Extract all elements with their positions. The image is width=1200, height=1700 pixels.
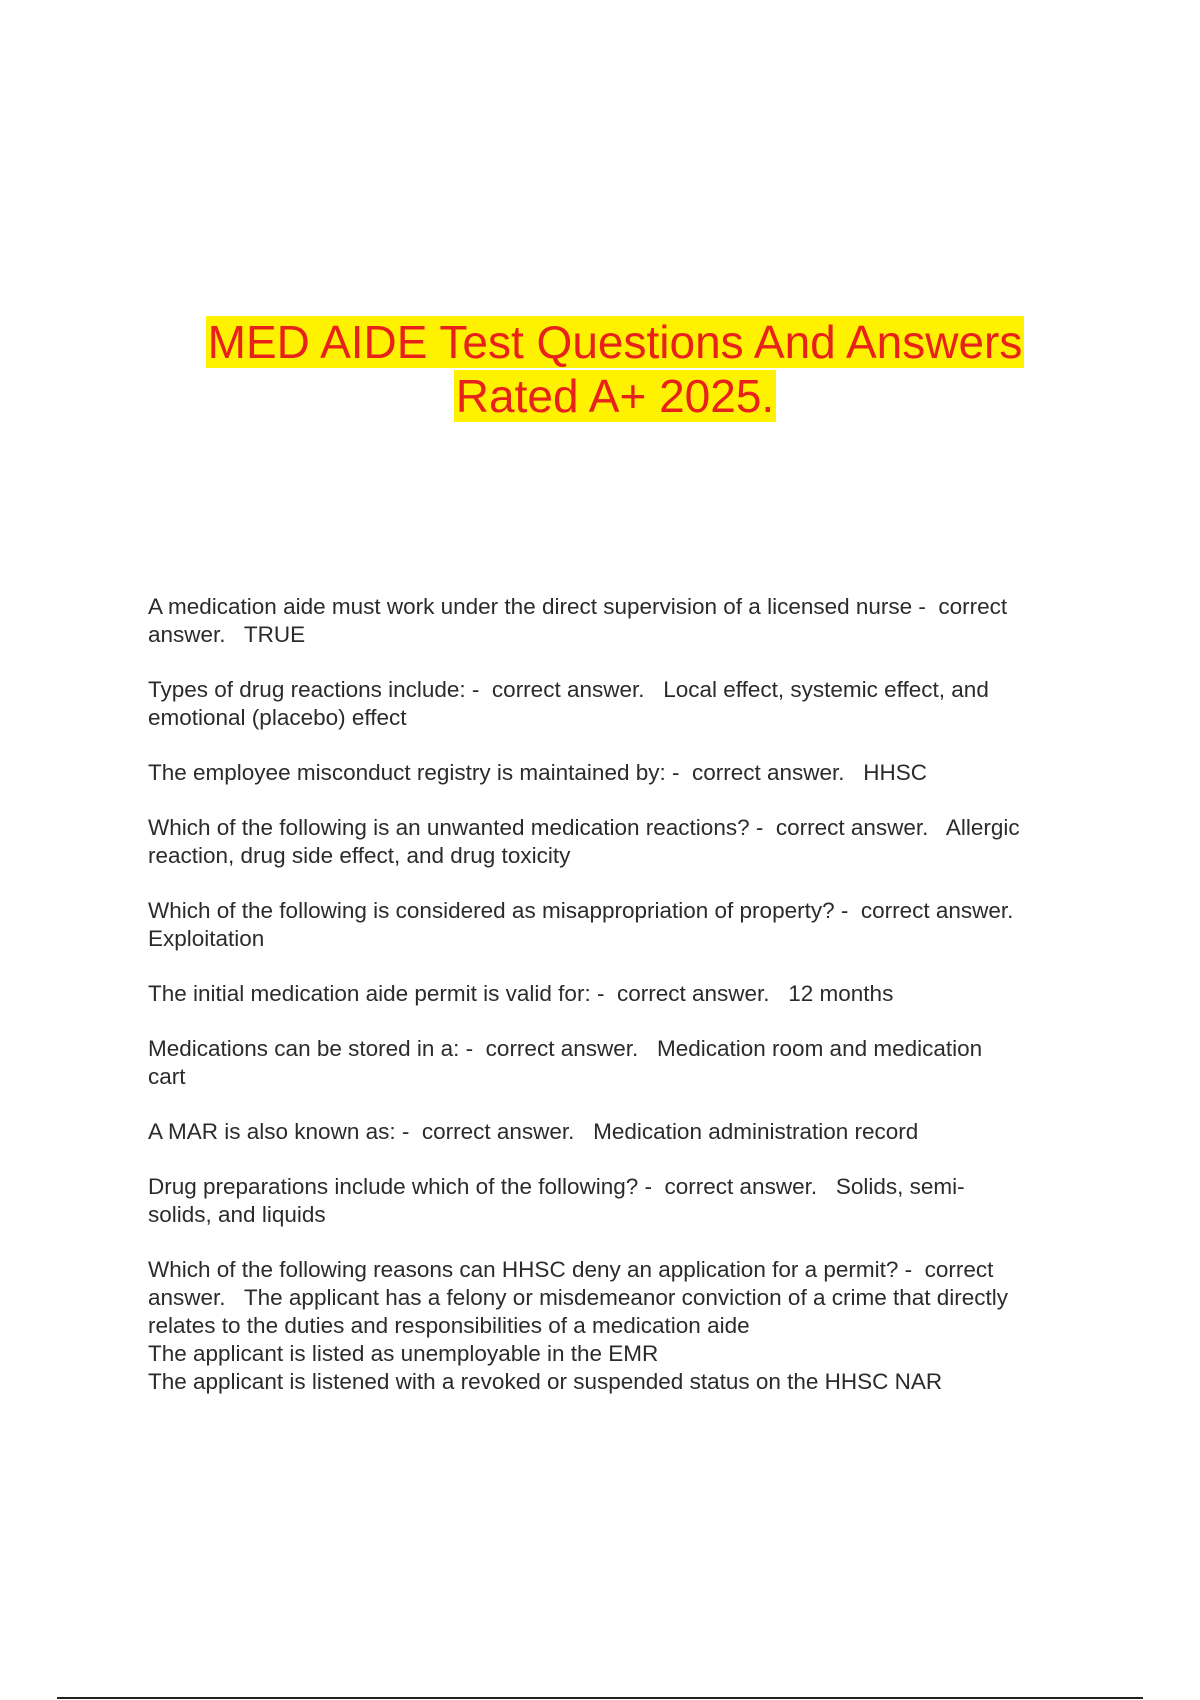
qa-item [148, 1035, 1098, 1091]
title-line-1: MED AIDE Test Questions And Answers [207, 316, 1023, 368]
question-answer-list [148, 593, 1098, 1423]
qa-item [148, 593, 1098, 649]
qa-item-line: The applicant is listened with a revoked or suspended status on the HHSC NAR [148, 1369, 943, 1394]
qa-item-line: Which of the following is an unwanted medication reactions? - correct answer. Allergic [148, 815, 1020, 840]
qa-item-line: answer. The applicant has a felony or misdemeanor conviction of a crime that directly [148, 1285, 1009, 1310]
qa-item-line: Medications can be stored in a: - correct answer. Medication room and medication [148, 1036, 983, 1061]
qa-item-line: Types of drug reactions include: - correct answer. Local effect, systemic effect, and [148, 677, 989, 702]
qa-item [148, 1173, 1098, 1229]
qa-item-line: The initial medication aide permit is valid for: - correct answer. 12 months [148, 981, 894, 1006]
qa-item-line: Which of the following is considered as misappropriation of property? - correct answer. [148, 898, 1014, 923]
qa-item-line: emotional (placebo) effect [148, 705, 407, 730]
qa-item [148, 676, 1098, 732]
qa-item-line: solids, and liquids [148, 1202, 326, 1227]
qa-item-line: A MAR is also known as: - correct answer. Medication administration record [148, 1119, 919, 1144]
qa-item-line: A medication aide must work under the direct supervision of a licensed nurse - correct [148, 594, 1008, 619]
qa-item-line: Drug preparations include which of the following? - correct answer. Solids, semi- [148, 1174, 965, 1199]
qa-item-line: Which of the following reasons can HHSC deny an application for a permit? - correct [148, 1257, 994, 1282]
qa-item-line: answer. TRUE [148, 622, 306, 647]
qa-item [148, 980, 1098, 1008]
qa-item [148, 1118, 1098, 1146]
qa-item [148, 897, 1098, 953]
document-title [120, 315, 1110, 423]
qa-item-line: Exploitation [148, 926, 265, 951]
qa-item [148, 1256, 1098, 1396]
qa-item-line: cart [148, 1064, 186, 1089]
qa-item-line: reaction, drug side effect, and drug toxicity [148, 843, 571, 868]
qa-item-line: The applicant is listed as unemployable in the EMR [148, 1341, 659, 1366]
footer-divider [57, 1697, 1143, 1699]
title-line-2: Rated A+ 2025. [455, 370, 775, 422]
qa-item-line: The employee misconduct registry is maintained by: - correct answer. HHSC [148, 760, 928, 785]
qa-item-line: relates to the duties and responsibilities of a medication aide [148, 1313, 750, 1338]
qa-item [148, 759, 1098, 787]
qa-item [148, 814, 1098, 870]
